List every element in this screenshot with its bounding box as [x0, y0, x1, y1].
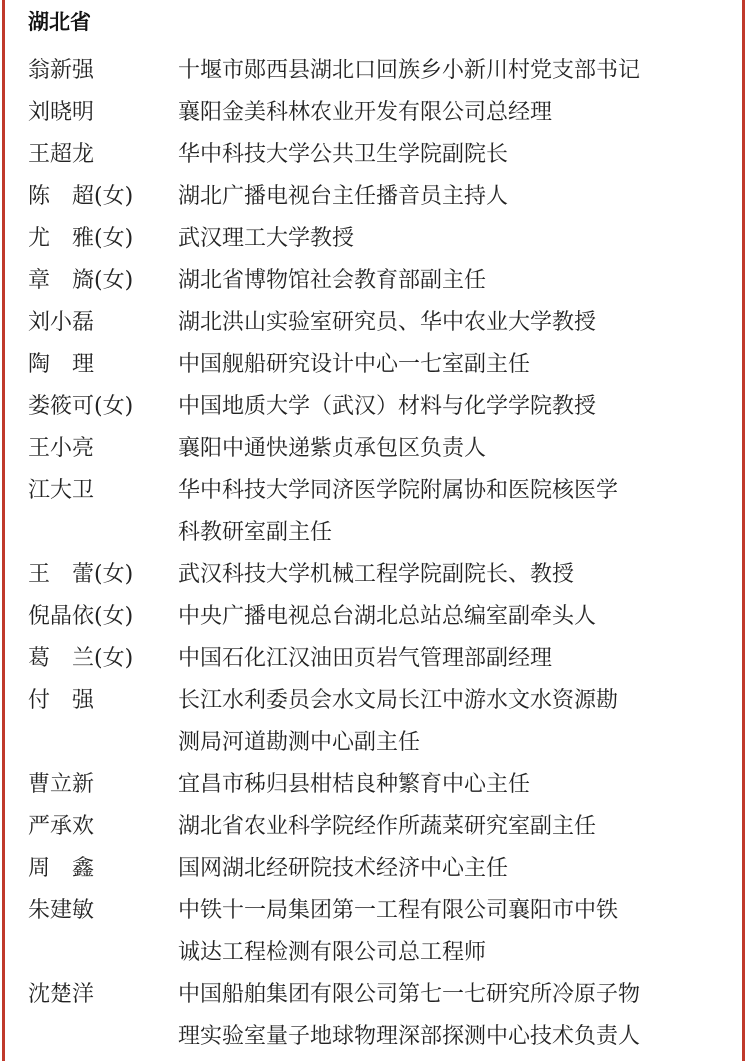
person-name: 陶 理 — [28, 352, 95, 377]
person-name: 娄筱可(女) — [28, 394, 134, 419]
person-title: 科教研室副主任 — [178, 520, 333, 545]
person-name: 葛 兰(女) — [28, 646, 134, 671]
person-title: 湖北省农业科学院经作所蔬菜研究室副主任 — [178, 814, 597, 839]
person-row — [28, 554, 728, 596]
person-row — [28, 134, 728, 176]
person-title: 中国石化江汉油田页岩气管理部副经理 — [178, 646, 553, 671]
person-row — [28, 176, 728, 218]
person-title: 中铁十一局集团第一工程有限公司襄阳市中铁 — [178, 898, 619, 923]
person-title: 湖北洪山实验室研究员、华中农业大学教授 — [178, 310, 597, 335]
person-title: 襄阳金美科林农业开发有限公司总经理 — [178, 100, 553, 125]
person-title: 诚达工程检测有限公司总工程师 — [178, 940, 487, 965]
person-name: 王小亮 — [28, 436, 95, 461]
person-row — [28, 92, 728, 134]
person-row — [28, 596, 728, 638]
person-row-continuation — [28, 932, 728, 974]
person-name: 严承欢 — [28, 814, 95, 839]
person-name: 刘晓明 — [28, 100, 95, 125]
person-row — [28, 890, 728, 932]
person-name — [28, 722, 178, 764]
person-title: 测局河道勘测中心副主任 — [178, 730, 421, 755]
person-title: 襄阳中通快递紫贞承包区负责人 — [178, 436, 487, 461]
person-title: 长江水利委员会水文局长江中游水文水资源勘 — [178, 688, 619, 713]
person-name: 沈楚洋 — [28, 982, 95, 1007]
person-name: 陈 超(女) — [28, 184, 134, 209]
person-name: 翁新强 — [28, 58, 95, 83]
person-title: 十堰市郧西县湖北口回族乡小新川村党支部书记 — [178, 58, 641, 83]
person-row — [28, 50, 728, 92]
person-row — [28, 806, 728, 848]
person-row-continuation — [28, 1016, 728, 1058]
person-name: 倪晶依(女) — [28, 604, 134, 629]
right-red-border — [742, 0, 745, 1061]
person-title: 中国地质大学（武汉）材料与化学学院教授 — [178, 394, 597, 419]
person-title: 中央广播电视总台湖北总站总编室副牵头人 — [178, 604, 597, 629]
person-name: 刘小磊 — [28, 310, 95, 335]
left-red-border — [2, 0, 5, 1061]
person-name: 王 蕾(女) — [28, 562, 134, 587]
person-row-continuation — [28, 512, 728, 554]
person-name — [28, 1016, 178, 1058]
person-title: 武汉理工大学教授 — [178, 226, 355, 251]
person-name: 付 强 — [28, 688, 95, 713]
person-name: 王超龙 — [28, 142, 95, 167]
person-title: 湖北广播电视台主任播音员主持人 — [178, 184, 509, 209]
person-row — [28, 764, 728, 806]
person-row — [28, 428, 728, 470]
person-row — [28, 974, 728, 1016]
person-row — [28, 680, 728, 722]
person-name: 江大卫 — [28, 478, 95, 503]
person-title: 华中科技大学公共卫生学院副院长 — [178, 142, 509, 167]
person-row — [28, 218, 728, 260]
person-title: 国网湖北经研院技术经济中心主任 — [178, 856, 509, 881]
person-title: 华中科技大学同济医学院附属协和医院核医学 — [178, 478, 619, 503]
person-title: 中国舰船研究设计中心一七室副主任 — [178, 352, 531, 377]
person-row — [28, 638, 728, 680]
province-heading: 湖北省 — [28, 10, 91, 34]
person-name: 尤 雅(女) — [28, 226, 134, 251]
person-row — [28, 386, 728, 428]
people-list — [28, 50, 728, 1058]
person-row — [28, 344, 728, 386]
person-name: 周 鑫 — [28, 856, 95, 881]
person-row-continuation — [28, 722, 728, 764]
person-row — [28, 848, 728, 890]
person-row — [28, 470, 728, 512]
person-name: 朱建敏 — [28, 898, 95, 923]
person-name: 曹立新 — [28, 772, 95, 797]
person-title: 武汉科技大学机械工程学院副院长、教授 — [178, 562, 575, 587]
person-title: 宜昌市秭归县柑桔良种繁育中心主任 — [178, 772, 531, 797]
person-name — [28, 932, 178, 974]
person-title: 理实验室量子地球物理深部探测中心技术负责人 — [178, 1024, 641, 1049]
person-title: 湖北省博物馆社会教育部副主任 — [178, 268, 487, 293]
person-title: 中国船舶集团有限公司第七一七研究所冷原子物 — [178, 982, 641, 1007]
list-content — [28, 4, 728, 1058]
person-name: 章 旖(女) — [28, 268, 134, 293]
person-name — [28, 512, 178, 554]
person-row — [28, 302, 728, 344]
person-row — [28, 260, 728, 302]
